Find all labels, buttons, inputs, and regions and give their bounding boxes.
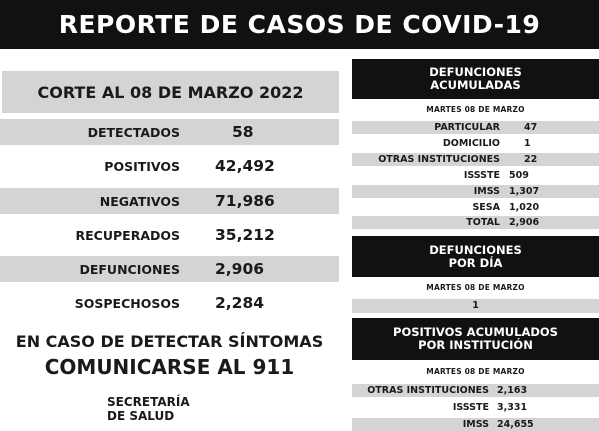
call-911-notice: COMUNICARSE AL 911: [44, 355, 295, 379]
defunciones-row: [352, 201, 599, 214]
panel-title-line: ACUMULADAS: [430, 78, 521, 92]
defunciones-acumuladas-header: [352, 59, 599, 99]
row-value: 22: [524, 154, 538, 165]
stat-value: 71,986: [215, 192, 275, 210]
stat-row-negativos: [0, 188, 339, 214]
secretaria-logo-text: [107, 395, 190, 423]
panel-title-line: DEFUNCIONES: [429, 242, 522, 257]
defunciones-row: [352, 185, 599, 198]
stat-row-detectados: [0, 119, 339, 145]
row-label: OTRAS INSTITUCIONES: [367, 385, 489, 396]
stat-value: 35,212: [215, 226, 275, 244]
stat-label: RECUPERADOS: [75, 227, 180, 243]
row-value: 1: [524, 138, 531, 149]
defunciones-dia-value: 1: [352, 299, 599, 313]
positivos-institucion-header: [352, 318, 599, 360]
positivos-row: [352, 418, 599, 431]
stat-label: DETECTADOS: [87, 124, 180, 140]
secretaria-line2: DE SALUD: [107, 409, 175, 423]
row-value: 47: [524, 122, 538, 133]
row-label: TOTAL: [466, 217, 500, 228]
panel-title-line: DEFUNCIONES: [429, 65, 522, 79]
stat-label: DEFUNCIONES: [79, 261, 180, 277]
panel-date: MARTES 08 DE MARZO: [426, 105, 525, 114]
positivos-row: [352, 401, 599, 414]
row-label: SESA: [472, 202, 500, 213]
stat-row-recuperados: [0, 222, 339, 248]
row-value: 24,655: [497, 419, 534, 430]
defunciones-dia-header: [352, 236, 599, 277]
row-label: DOMICILIO: [442, 138, 500, 149]
row-value: 1,020: [509, 202, 540, 213]
row-label: ISSSTE: [463, 170, 500, 181]
panel-date: MARTES 08 DE MARZO: [426, 367, 525, 376]
report-title: REPORTE DE CASOS DE COVID-19: [58, 10, 541, 39]
defunciones-row: [352, 137, 599, 150]
defunciones-row: [352, 121, 599, 134]
row-label: ISSSTE: [452, 402, 489, 413]
row-value: 509: [509, 170, 529, 181]
row-value: 3,331: [497, 402, 528, 413]
row-label: IMSS: [473, 186, 500, 197]
cutoff-date: CORTE AL 08 DE MARZO 2022: [37, 82, 304, 102]
positivos-row: [352, 384, 599, 397]
row-value: 2,163: [497, 385, 528, 396]
stat-row-defunciones: [0, 256, 339, 282]
stat-value: 42,492: [215, 157, 275, 175]
panel-title-line: POSITIVOS ACUMULADOS: [393, 325, 558, 339]
report-header: [0, 0, 599, 49]
row-label: PARTICULAR: [434, 122, 500, 133]
row-value: 1,307: [509, 186, 540, 197]
stat-label: POSITIVOS: [104, 158, 180, 174]
defunciones-row: [352, 169, 599, 182]
stat-value: 2,906: [215, 260, 265, 278]
row-label: IMSS: [462, 419, 489, 430]
defunciones-row: [352, 153, 599, 166]
panel-title-line: POR DÍA: [448, 255, 503, 270]
stat-label: NEGATIVOS: [99, 193, 180, 209]
secretaria-line1: SECRETARÍA: [107, 395, 190, 409]
stat-row-sospechosos: [0, 290, 339, 316]
panel-title-line: POR INSTITUCIÓN: [418, 338, 533, 352]
panel-date: MARTES 08 DE MARZO: [426, 283, 525, 292]
cutoff-banner: [2, 71, 339, 113]
symptoms-notice: EN CASO DE DETECTAR SÍNTOMAS: [15, 332, 324, 351]
stat-row-positivos: [0, 153, 339, 179]
row-value: 2,906: [509, 217, 540, 228]
defunciones-total-row: [352, 216, 599, 229]
row-label: OTRAS INSTITUCIONES: [378, 154, 500, 165]
stat-label: SOSPECHOSOS: [74, 295, 180, 311]
stat-value: 58: [232, 123, 254, 141]
stat-value: 2,284: [215, 294, 265, 312]
